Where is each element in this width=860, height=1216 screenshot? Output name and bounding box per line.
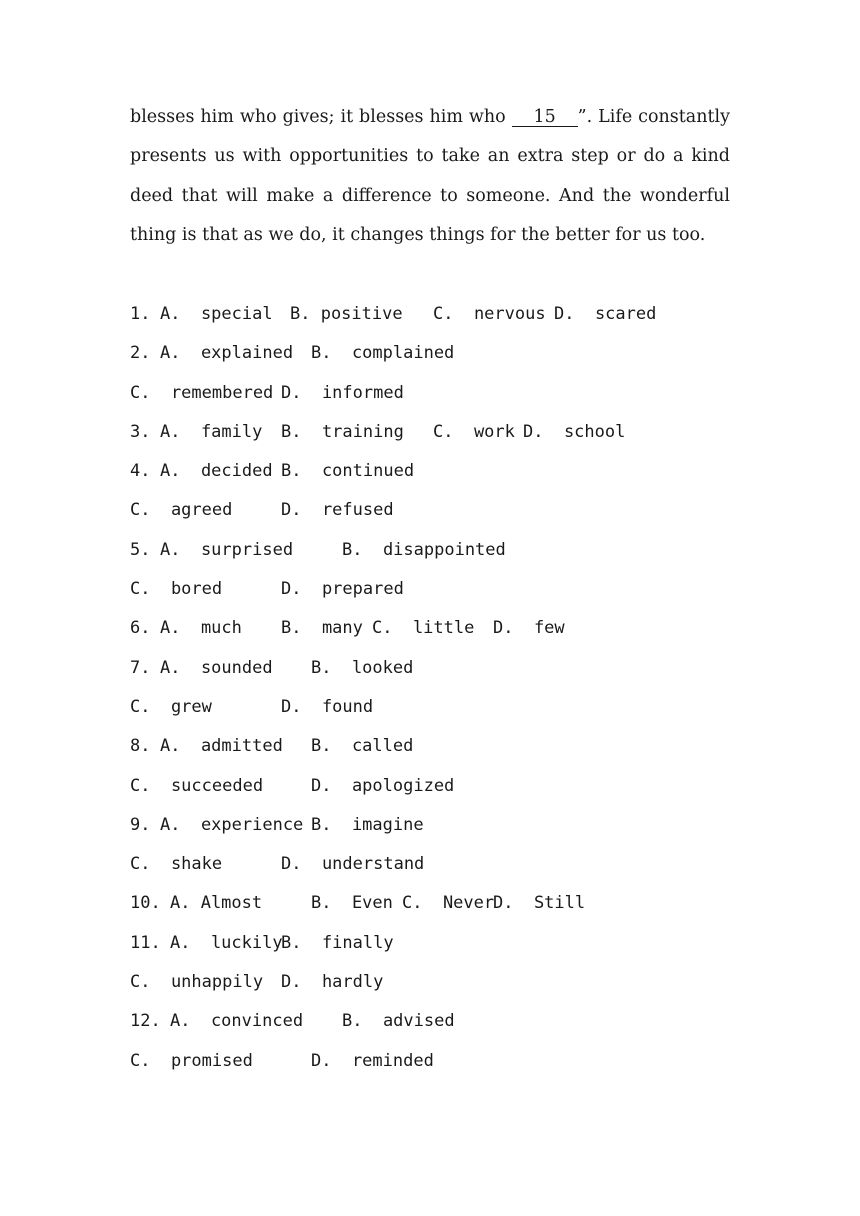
answer-option: B. looked	[311, 657, 414, 678]
option-line	[130, 295, 770, 334]
option-line	[130, 609, 770, 648]
passage-before-blank: blesses him who gives; it blesses him who	[130, 107, 506, 127]
question-number: 10.	[130, 893, 161, 914]
answer-option: A. convinced	[170, 1011, 304, 1032]
answer-option: A. surprised	[160, 539, 294, 560]
answer-option: B. positive	[290, 304, 403, 324]
answer-option: A. Almost	[170, 893, 263, 914]
option-line	[130, 1042, 770, 1081]
question-number: 2.	[130, 343, 151, 364]
question-number: 4.	[130, 461, 151, 482]
answer-option: C. grew	[130, 696, 212, 717]
question-number: 1.	[130, 304, 151, 324]
answer-option: A. decided	[160, 461, 273, 482]
option-line	[130, 413, 770, 452]
answer-option: D. scared	[554, 304, 657, 324]
option-line	[130, 806, 770, 845]
answer-option: A. special	[160, 304, 273, 324]
answer-option: C. bored	[130, 579, 223, 600]
answer-option: B. continued	[281, 461, 415, 482]
answer-option: D. Still	[493, 893, 586, 914]
passage-after-blank: ”. Life constantly presents us with opportunities to take an extra step or do a kind deed that will make a difference to someone. And the wonderful thing is that as we do, it changes things for the better for us too.	[130, 107, 730, 245]
question-number: 9.	[130, 814, 151, 835]
answer-option: D. prepared	[281, 579, 404, 600]
option-line	[130, 884, 770, 923]
option-line	[130, 1002, 770, 1041]
answer-option: C. shake	[130, 854, 223, 875]
answer-option: D. found	[281, 696, 374, 717]
option-line	[130, 452, 770, 491]
passage-paragraph	[130, 98, 730, 255]
option-line	[130, 374, 770, 413]
answer-option: B. advised	[342, 1011, 455, 1032]
answer-option: C. unhappily	[130, 972, 264, 993]
answer-option: C. agreed	[130, 500, 233, 521]
answer-option: B. complained	[311, 343, 455, 364]
question-number: 8.	[130, 736, 151, 757]
answer-option: D. apologized	[311, 775, 455, 796]
answer-option: D. few	[493, 618, 565, 639]
answer-option: C. remembered	[130, 382, 274, 403]
option-line	[130, 334, 770, 373]
answer-option: D. school	[523, 421, 626, 442]
question-number: 7.	[130, 657, 151, 678]
answer-blank-15: 15	[512, 108, 578, 127]
question-number: 5.	[130, 539, 151, 560]
answer-option: C. nervous	[433, 304, 546, 324]
answer-option: C. little	[372, 618, 475, 639]
answer-option: C. succeeded	[130, 775, 264, 796]
answer-option: D. refused	[281, 500, 394, 521]
question-number: 12.	[130, 1011, 161, 1032]
option-line	[130, 767, 770, 806]
answer-option: C. work	[433, 421, 515, 442]
answer-option: B. training	[281, 421, 404, 442]
answer-option: A. much	[160, 618, 242, 639]
answer-option: B. imagine	[311, 814, 424, 835]
option-line	[130, 491, 770, 530]
option-line	[130, 688, 770, 727]
answer-option: C. Never	[402, 893, 495, 914]
option-line	[130, 963, 770, 1002]
answer-option: B. many	[281, 618, 363, 639]
answer-option: C. promised	[130, 1050, 253, 1071]
option-line	[130, 570, 770, 609]
option-line	[130, 924, 770, 963]
answer-option: B. disappointed	[342, 539, 506, 560]
answer-option: A. explained	[160, 343, 294, 364]
answer-option: D. hardly	[281, 972, 384, 993]
question-number: 11.	[130, 932, 161, 953]
question-number: 6.	[130, 618, 151, 639]
option-line	[130, 845, 770, 884]
answer-option: D. reminded	[311, 1050, 434, 1071]
answer-option: B. Even	[311, 893, 393, 914]
answer-option: A. sounded	[160, 657, 273, 678]
answer-option: A. family	[160, 421, 263, 442]
option-line	[130, 649, 770, 688]
answer-option: A. luckily	[170, 932, 283, 953]
option-line	[130, 727, 770, 766]
answer-option: B. called	[311, 736, 414, 757]
option-line	[130, 531, 770, 570]
question-number: 3.	[130, 421, 151, 442]
answer-option: D. informed	[281, 382, 404, 403]
answer-options-list	[130, 295, 770, 1081]
passage-text	[130, 98, 730, 255]
answer-option: A. admitted	[160, 736, 283, 757]
answer-option: A. experience	[160, 814, 304, 835]
answer-option: D. understand	[281, 854, 425, 875]
answer-option: B. finally	[281, 932, 394, 953]
